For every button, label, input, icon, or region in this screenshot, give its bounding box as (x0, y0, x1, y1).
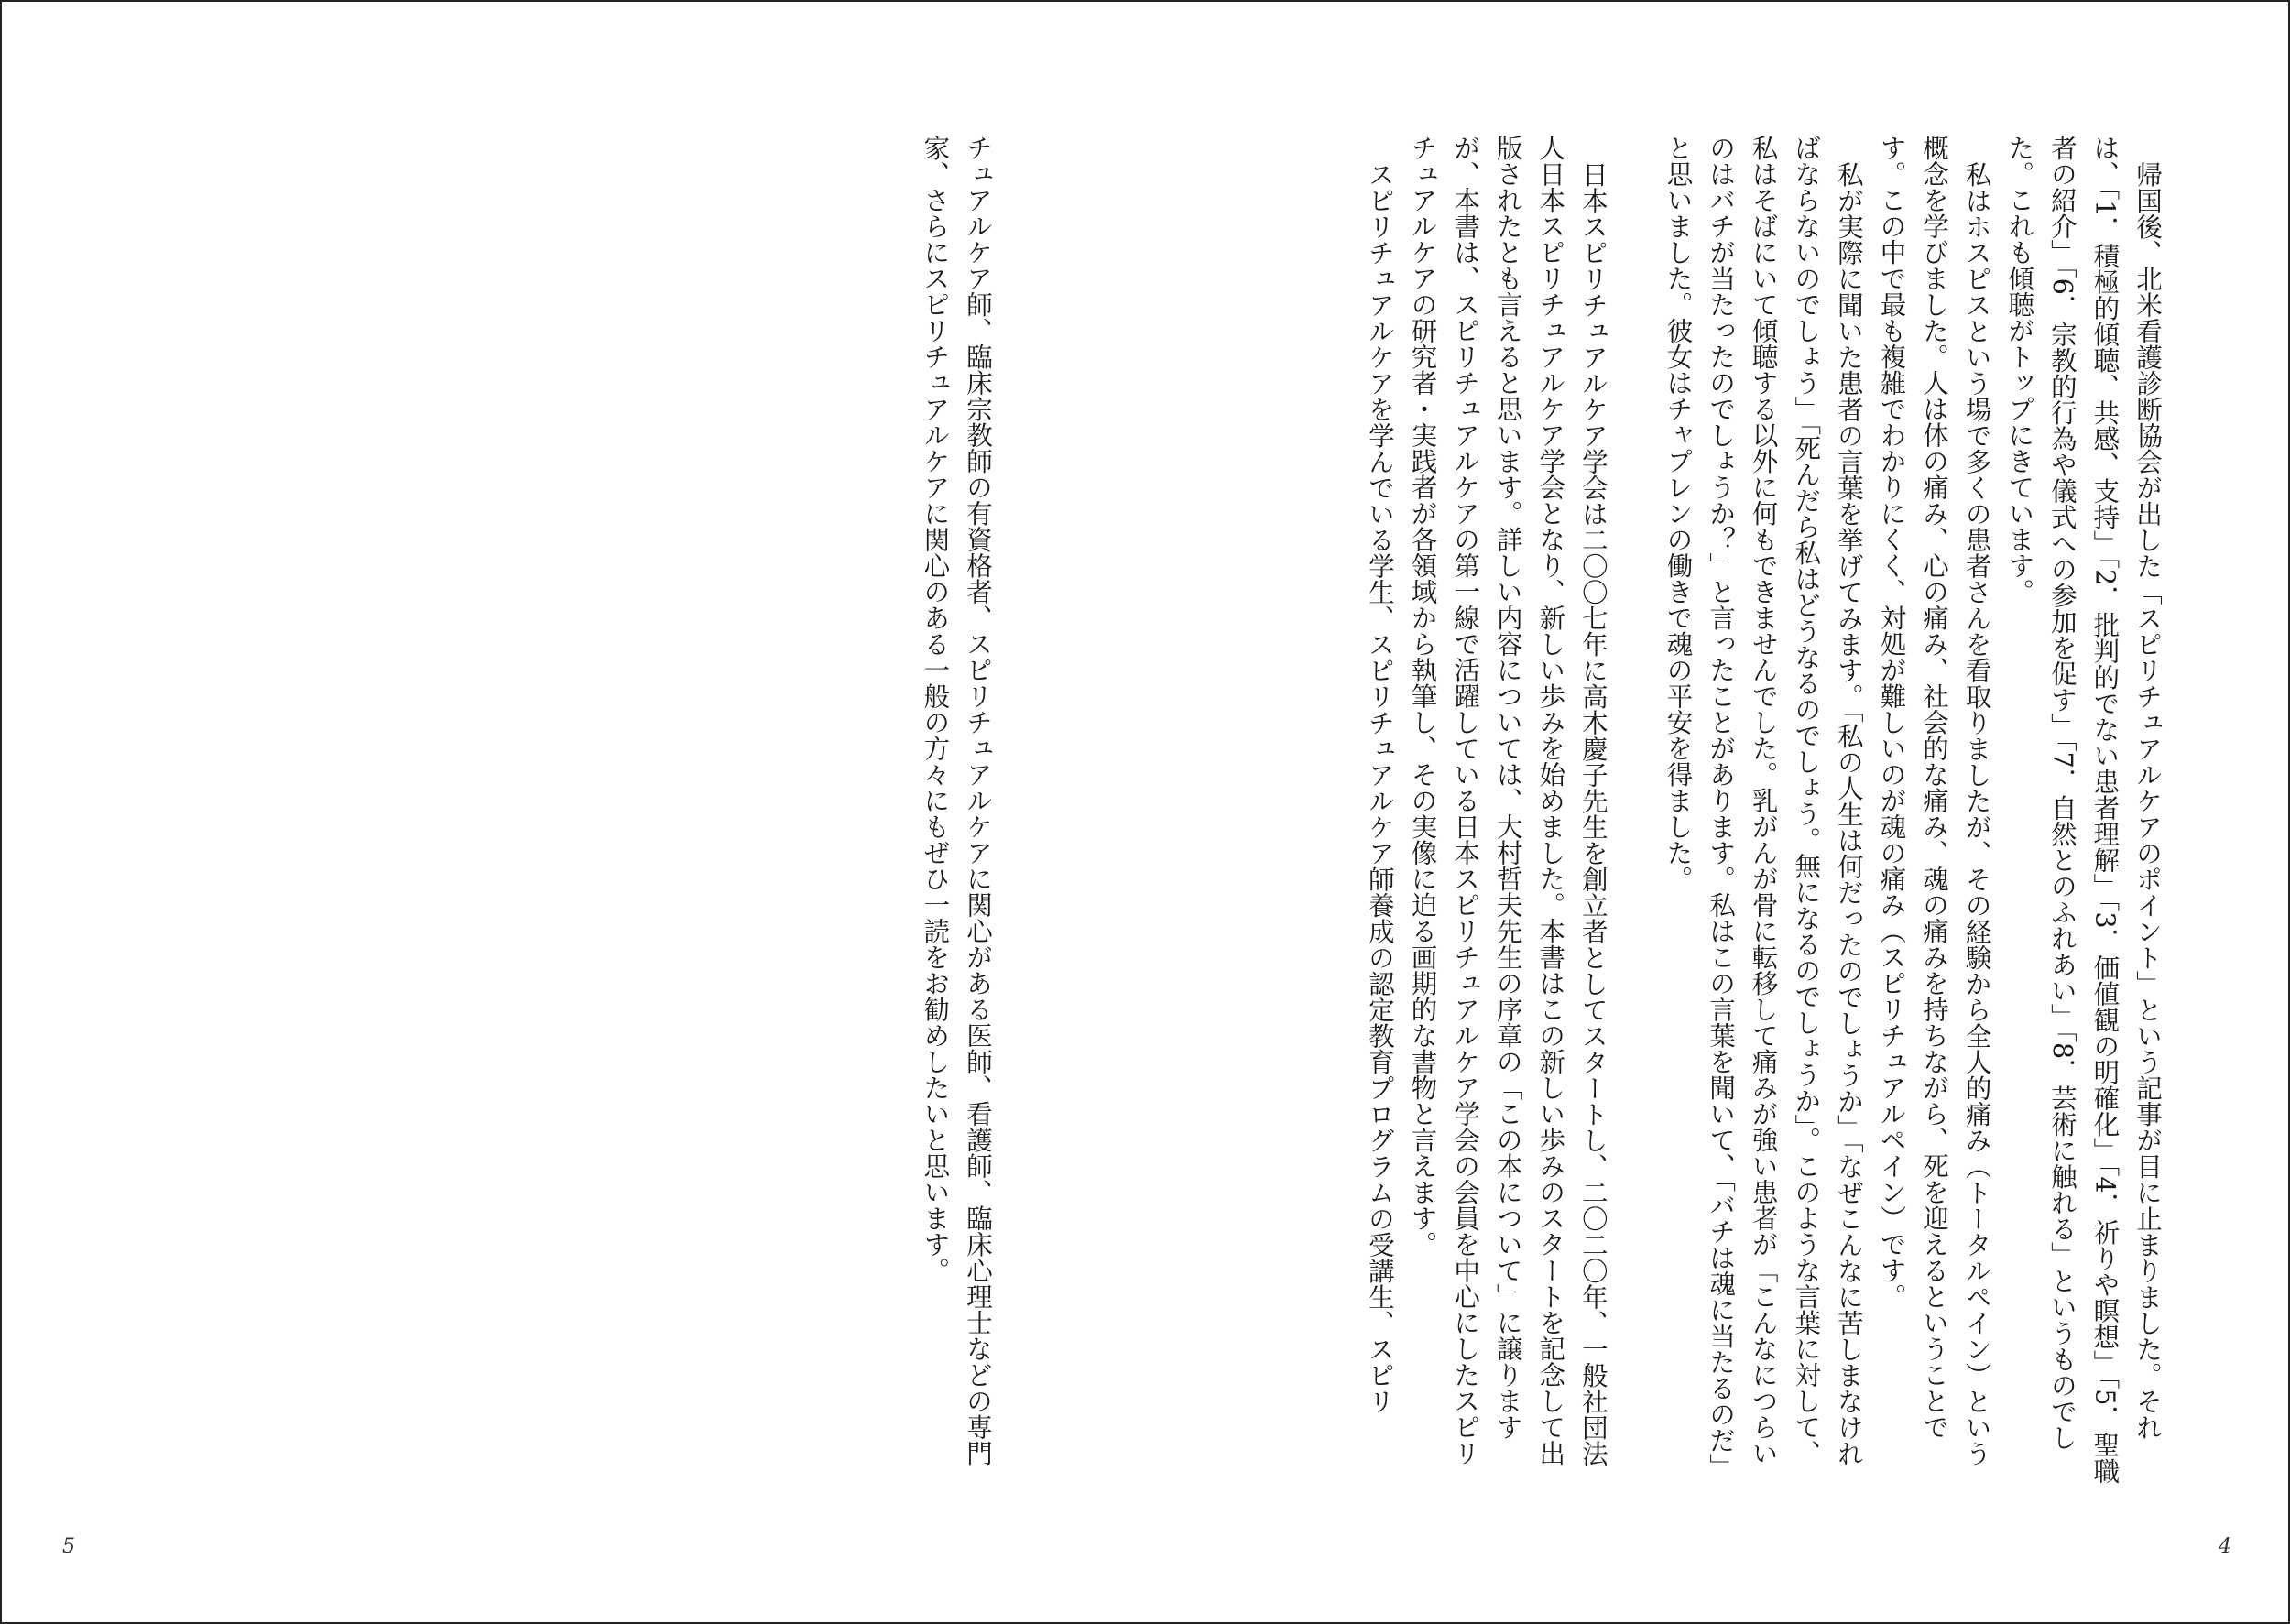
page-number-right: 4 (2219, 1535, 2231, 1558)
paragraph-patient-words: 私が実際に聞いた患者の言葉を挙げてみます。「私の人生は何だったのでしょうか」「なぜこんなに苦しまなければならないのでしょう」「死んだら私はどうなるのでしょう。無になるのでしょうか」。このような言葉に対して、私はそばにいて傾聴する以外に何もできませんでした。乳がんが骨に転移して痛みが強い患者が「こんなにつらいのはバチが当たったのでしょうか？」と言ったことがあります。私はこの言葉を聞いて、「バチは魂に当たるのだ」と思いました。彼女はチャプレンの働きで魂の平安を得ました。 (1663, 135, 1864, 1479)
paragraph-society-history: 日本スピリチュアルケア学会は二〇〇七年に高木慶子先生を創立者としてスタートし、二〇二〇年、一般社団法人日本スピリチュアルケア学会となり、新しい歩みを始めました。本書はこの新しい歩みのスタートを記念して出版されたとも言えると思います。詳しい内容については、大村哲夫先生の序章の「この本について」に譲りますが、本書は、スピリチュアルケアの第一線で活躍している日本スピリチュアルケア学会の会員を中心にしたスピリチュアルケアの研究者・実践者が各領域から執筆し、その実像に迫る画期的な書物と言えます。 (1407, 135, 1608, 1466)
paragraph-recommendation-start: スピリチュアルケアを学んでいる学生、スピリチュアルケア師養成の認定教育プログラムの受講生、スピリ (1364, 160, 1395, 1414)
right-page-text (1364, 135, 2168, 1490)
paragraph-return-home: 帰国後、北米看護診断協会が出した「スピリチュアルケアのポイント」という記事が目に止まりました。それは、「1．積極的傾聴、共感、支持」「2．批判的でない患者理解」「3．価値観の明確化」「4．祈りや瞑想」「5．聖職者の紹介」「6．宗教的行為や儀式への参加を促す」「7．自然とのふれあい」「8．芸術に触れる」というものでした。これも傾聴がトップにきています。 (2004, 135, 2163, 1484)
paragraph-total-pain: 私はホスピスという場で多くの患者さんを看取りましたが、その経験から全人的痛み（トータルペイン）という概念を学びました。人は体の痛み、心の痛み、社会的な痛み、魂の痛みを持ちながら、死を迎えるということです。この中で最も複雑でわかりにくく、対処が難しいのが魂の痛み（スピリチュアルペイン）です。 (1876, 135, 1992, 1466)
paragraph-recommendation-continued: チュアルケア師、臨床宗教師の有資格者、スピリチュアルケアに関心がある医師、看護師、臨床心理士などの専門家、さらにスピリチュアルケアに関心のある一般の方々にもぜひ一読をお勧めしたいと思います。 (920, 135, 993, 1466)
paragraph-gap (1614, 135, 1656, 1490)
page-number-left: 5 (62, 1535, 75, 1558)
left-page-text (889, 135, 998, 1490)
